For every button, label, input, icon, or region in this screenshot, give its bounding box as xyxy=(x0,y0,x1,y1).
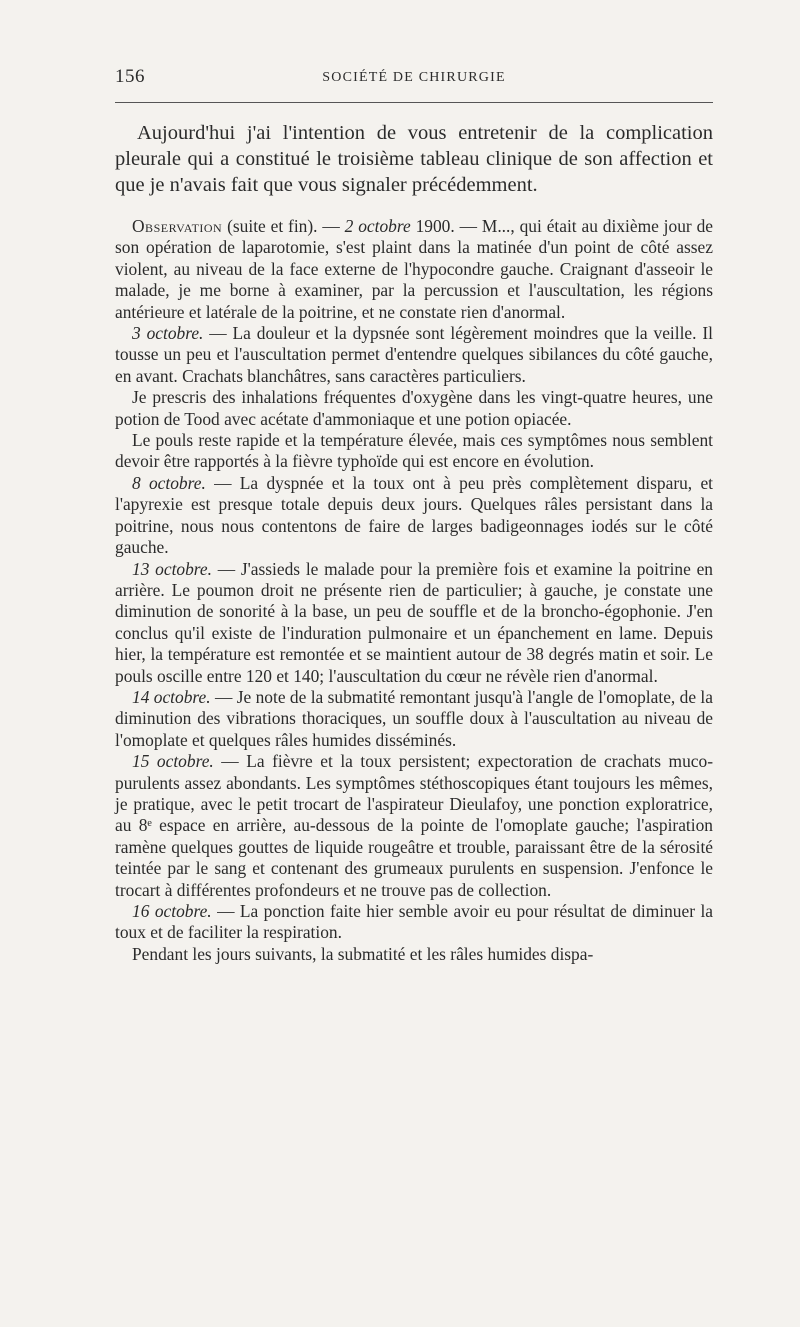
paragraph xyxy=(115,687,713,751)
intro-paragraph: Aujourd'hui j'ai l'intention de vous entretenir de la complication pleurale qui a constitué le troisième tableau clinique de son affection et que je n'avais fait que vous signaler précédemment. xyxy=(115,122,713,196)
paragraph-text: — La douleur et la dypsnée sont légèrement moindres que la veille. Il tousse un peu et l'auscultation permet d'entendre quelques sibilances du côté gauche, en avant. Crachats blanchâtres, sans caractères particuliers. xyxy=(115,323,713,386)
paragraph xyxy=(115,559,713,687)
page-number: 156 xyxy=(115,66,145,87)
observation-label-rest: (suite et fin). — xyxy=(222,216,345,236)
observation-date: 2 octobre xyxy=(344,216,411,236)
paragraph-text: — La dyspnée et la toux ont à peu près complètement disparu, et l'apyrexie est presque totale depuis deux jours. Quelques râles persistant dans la poitrine, nous nous contentons de faire de larges badigeonnages iodés sur le côté gauche. xyxy=(115,472,714,558)
paragraph xyxy=(115,901,713,944)
header-rule xyxy=(115,102,713,103)
paragraph xyxy=(115,473,713,559)
observation-body xyxy=(115,216,713,965)
paragraph xyxy=(115,751,713,901)
observation-text: 1900. — M..., qui était au dixième jour de son opération de laparotomie, s'est plaint dans la matinée d'un point de côté assez violent, au niveau de la face externe de l'hypocondre gauche. Craignant d'asseoir le malade, je me borne à examiner, par la percussion et l'auscultation, les régions antérieure et latérale de la poitrine, et ne constate rien d'anormal. xyxy=(115,216,713,322)
paragraph-date: 13 octobre. xyxy=(132,558,212,579)
paragraph xyxy=(115,430,713,473)
paragraph-date: 14 octobre. xyxy=(132,686,211,707)
paragraph-date: 3 octobre. xyxy=(132,323,204,344)
paragraph-text: Le pouls reste rapide et la température élevée, mais ces symptômes nous semblent devoir être rapportés à la fièvre typhoïde qui est encore en évolution. xyxy=(115,430,713,472)
paragraph xyxy=(115,387,713,430)
page-header xyxy=(115,60,713,100)
observation-paragraph xyxy=(115,216,713,323)
paragraph-text: — Je note de la submatité remontant jusqu'à l'angle de l'omoplate, de la diminution des vibrations thoraciques, un souffle doux à l'auscultation au niveau de l'omoplate et quelques râles humides disséminés. xyxy=(115,686,713,750)
paragraph xyxy=(115,323,713,387)
paragraph-date: 16 octobre. xyxy=(132,901,212,921)
paragraph-text: Pendant les jours suivants, la submatité et les râles humides dispa- xyxy=(132,943,594,964)
observation-label: Observation xyxy=(132,216,223,236)
paragraph-text: — La fièvre et la toux persistent; expectoration de crachats muco-purulents assez abondants. Les symptômes stéthoscopiques étant toujours les mêmes, je pratique, avec le petit trocart de l'aspirateur Dieulafoy, une ponction exploratrice, au 8ᵉ espace en arrière, au-dessous de la pointe de l'omoplate gauche; l'aspiration ramène quelques gouttes de liquide rougeâtre et trouble, paraissant être de la sérosité teintée par le sang et contenant des grumeaux purulents en suspension. J'enfonce le trocart à différentes profondeurs et ne trouve pas de collection. xyxy=(115,751,713,900)
paragraph-text: — J'assieds le malade pour la première fois et examine la poitrine en arrière. Le poumon droit ne présente rien de particulier; à gauche, je constate une diminution de sonorité à la base, un peu de souffle et de la broncho-égophonie. J'en conclus qu'il existe de l'induration pulmonaire et un épanchement en lame. Depuis hier, la température est remontée et se maintient autour de 38 degrés matin et soir. Le pouls oscille entre 120 et 140; l'auscultation du cœur ne révèle rien d'anormal. xyxy=(115,558,713,686)
paragraph-text: Je prescris des inhalations fréquentes d'oxygène dans les vingt-quatre heures, une potion de Tood avec acétate d'ammoniaque et une potion opiacée. xyxy=(115,387,713,429)
running-title: SOCIÉTÉ DE CHIRURGIE xyxy=(322,70,506,85)
paragraph xyxy=(115,944,713,965)
paragraph-date: 8 octobre. xyxy=(132,472,206,493)
paragraph-date: 15 octobre. xyxy=(132,751,214,772)
paragraph-text: — La ponction faite hier semble avoir eu pour résultat de diminuer la toux et de faciliter la respiration. xyxy=(115,901,713,943)
